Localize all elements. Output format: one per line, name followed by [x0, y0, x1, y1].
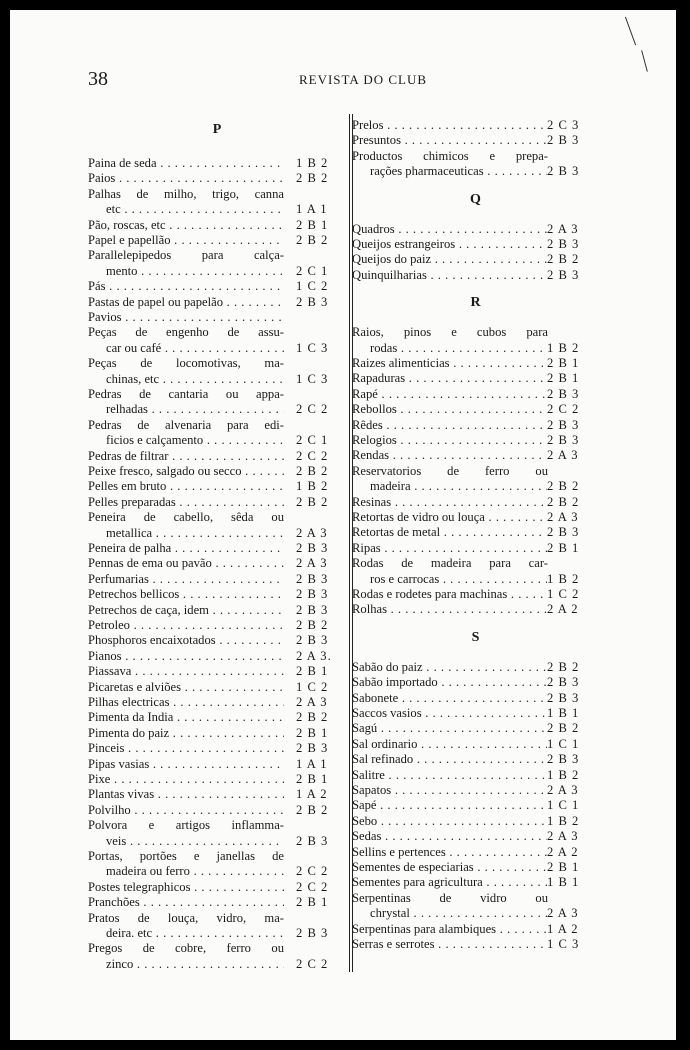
entry-name: Serpentinas de vidro ou: [352, 890, 548, 905]
entry-name: Raios, pinos e cubos para: [352, 325, 548, 340]
index-line: [352, 252, 599, 267]
index-line: [88, 741, 346, 756]
entry-code: 2 B 2: [296, 171, 346, 186]
index-line: [88, 310, 346, 325]
entry-name: Sellins e pertences . . .: [352, 845, 548, 860]
entry-code: 2 A 3: [547, 510, 599, 525]
index-line: [88, 171, 346, 186]
entry-name: Paios . . .: [88, 171, 284, 186]
entry-name: Retortas de vidro ou louça . . .: [352, 510, 548, 525]
entry-name: Rodas e rodetes para machinas . . .: [352, 587, 548, 602]
index-line: [88, 325, 346, 340]
entry-code: 1 C 1: [547, 798, 599, 813]
entry-code: 1 C 3: [547, 937, 599, 952]
index-line: [352, 768, 599, 783]
entry-name: Sementes de especiarias . . .: [352, 860, 548, 875]
entry-name: Pelles preparadas . . .: [88, 495, 284, 510]
entry-name: Sal ordinario . . .: [352, 737, 548, 752]
index-line: [88, 941, 346, 956]
entry-name: Portas, portões e janellas de: [88, 849, 284, 863]
index-line: [88, 387, 346, 402]
entry-code: 2 B 3: [296, 587, 346, 602]
index-line: [352, 371, 599, 386]
entry-code: 1 A 2: [547, 922, 599, 937]
entry-code: 2 C 1: [296, 264, 346, 279]
index-line: [88, 510, 346, 525]
entry-code: 2 C 2: [296, 880, 346, 895]
scan-mark: [641, 50, 648, 72]
index-line: [88, 603, 346, 618]
index-line: [352, 556, 599, 571]
index-line: [352, 783, 599, 798]
entry-name: metallica . . .: [106, 526, 284, 541]
page-number: 38: [88, 68, 108, 90]
section-letter: Q: [470, 191, 481, 207]
index-line: [352, 572, 599, 587]
entry-code: 2 A 3: [296, 695, 346, 710]
index-line: [88, 680, 346, 695]
entry-name: Pavios . . .: [88, 310, 284, 325]
entry-code: 2 B 2: [547, 721, 599, 736]
entry-name: Palhas de milho, trigo, canna: [88, 186, 284, 201]
entry-name: Rebollos . . .: [352, 402, 548, 417]
entry-name: Sedas . . .: [352, 829, 548, 844]
index-line: [88, 587, 346, 602]
entry-name: relhadas . . .: [106, 402, 284, 417]
index-line: [352, 164, 599, 179]
entry-code: 1 B 2: [296, 479, 346, 494]
index-line: [352, 937, 599, 952]
entry-name: Queijos estrangeiros . . .: [352, 237, 548, 252]
entry-code: 2 C 2: [296, 957, 346, 972]
index-line: [352, 118, 599, 133]
index-line: [352, 418, 599, 433]
entry-code: 2 B 3: [296, 572, 346, 587]
index-line: [88, 710, 346, 725]
document-page: [10, 10, 676, 1040]
entry-name: Queijos do paiz . . .: [352, 252, 548, 267]
entry-code: 2 C 2: [547, 402, 599, 417]
index-line: [88, 541, 346, 556]
entry-code: 2 A 2: [547, 602, 599, 617]
entry-name: Peneira de palha . . .: [88, 541, 284, 556]
index-line: [352, 675, 599, 690]
index-line: [88, 556, 346, 571]
entry-name: Rolhas . . .: [352, 602, 548, 617]
entry-code: 2 A 3: [296, 526, 346, 541]
index-line: [88, 880, 346, 895]
index-line: [88, 911, 346, 926]
index-line: [352, 433, 599, 448]
entry-code: 2 B 2: [547, 660, 599, 675]
entry-name: Sagú . . .: [352, 721, 548, 736]
index-line: [88, 279, 346, 294]
entry-name: Plantas vivas . . .: [88, 787, 284, 802]
entry-name: Presuntos . . .: [352, 133, 548, 148]
entry-code: 2 B 2: [296, 710, 346, 725]
entry-name: Sapatos . . .: [352, 783, 548, 798]
index-line: [88, 895, 346, 910]
entry-name: Perfumarias . . .: [88, 572, 284, 587]
entry-name: Peças de locomotivas, ma-: [88, 356, 284, 371]
index-line: [352, 356, 599, 371]
entry-code: 2 A 3: [547, 448, 599, 463]
entry-name: Reservatorios de ferro ou: [352, 463, 548, 478]
index-line: [352, 706, 599, 721]
entry-code: 2 B 3: [547, 387, 599, 402]
entry-name: Serpentinas para alambiques . . .: [352, 922, 548, 937]
entry-code: 2 A 3: [296, 556, 346, 571]
entry-code: 1 C 1: [547, 737, 599, 752]
index-line: [88, 433, 346, 448]
index-line: [352, 149, 599, 164]
entry-code: 2 A 3: [547, 906, 599, 921]
entry-code: 2 A 3: [547, 222, 599, 237]
entry-name: Sabão do paiz . . .: [352, 660, 548, 675]
index-line: [88, 449, 346, 464]
index-line: [352, 448, 599, 463]
entry-name: Rêdes . . .: [352, 418, 548, 433]
index-line: [352, 891, 599, 906]
column-rule: [349, 114, 350, 972]
entry-code: 2 B 3: [547, 691, 599, 706]
index-line: [352, 402, 599, 417]
entry-name: mento . . .: [106, 264, 284, 279]
index-line: [88, 757, 346, 772]
entry-name: Petrechos de caça, idem . . .: [88, 603, 284, 618]
entry-name: rodas . . .: [370, 341, 548, 356]
entry-code: 2 B 3: [547, 752, 599, 767]
index-line: [352, 510, 599, 525]
index-line: [88, 864, 346, 879]
entry-name: Petroleo . . .: [88, 618, 284, 633]
entry-code: 2 B 2: [296, 233, 346, 248]
entry-code: 2 B 3: [547, 268, 599, 283]
index-line: [352, 660, 599, 675]
index-line: [88, 772, 346, 787]
entry-name: Polvora e artigos inflamma-: [88, 818, 284, 833]
index-line: [88, 418, 346, 433]
index-line: [88, 218, 346, 233]
index-line: [88, 726, 346, 741]
index-line: [88, 834, 346, 849]
index-line: [88, 402, 346, 417]
entry-name: Relogios . . .: [352, 433, 548, 448]
entry-name: Postes telegraphicos . . .: [88, 880, 284, 895]
entry-name: Pranchões . . .: [88, 895, 284, 910]
entry-name: Pastas de papel ou papelão . . .: [88, 295, 284, 310]
index-line: [88, 926, 346, 941]
entry-name: Rapaduras . . .: [352, 371, 548, 386]
entry-name: Piassava . . .: [88, 664, 284, 679]
entry-code: 2 B 3: [547, 525, 599, 540]
index-line: [88, 633, 346, 648]
entry-code: 2 B 3: [296, 633, 346, 648]
index-line: [88, 295, 346, 310]
index-line: [88, 664, 346, 679]
entry-code: 2 B 3: [296, 603, 346, 618]
entry-name: Rapé . . .: [352, 387, 548, 402]
entry-name: Sebo . . .: [352, 814, 548, 829]
entry-name: Rendas . . .: [352, 448, 548, 463]
entry-name: Peças de engenho de assu-: [88, 325, 284, 340]
entry-code: 2 B 1: [547, 356, 599, 371]
index-line: [88, 849, 346, 864]
entry-code: 1 A 1: [296, 202, 346, 217]
entry-code: 2 C 1: [296, 433, 346, 448]
entry-code: 2 B 2: [296, 464, 346, 479]
entry-code: 2 B 1: [547, 371, 599, 386]
entry-name: zinco . . .: [106, 957, 284, 972]
index-line: [352, 222, 599, 237]
entry-name: Pimenta do paiz . . .: [88, 726, 284, 741]
entry-code: 2 B 3: [296, 541, 346, 556]
entry-code: 2 C 2: [296, 449, 346, 464]
entry-code: 2 B 1: [547, 860, 599, 875]
entry-code: 2 A 3.: [296, 649, 346, 664]
entry-name: Resinas . . .: [352, 495, 548, 510]
entry-code: 2 B 2: [547, 252, 599, 267]
entry-code: 2 C 2: [296, 402, 346, 417]
entry-name: Sabonete . . .: [352, 691, 548, 706]
index-line: [88, 233, 346, 248]
entry-name: Peixe fresco, salgado ou secco . . .: [88, 464, 284, 479]
index-line: [352, 525, 599, 540]
entry-name: Polvilho . . .: [88, 803, 284, 818]
index-line: [88, 264, 346, 279]
index-line: [88, 187, 346, 202]
index-line: [88, 787, 346, 802]
scan-mark: [625, 17, 636, 46]
entry-name: Pianos . . .: [88, 649, 284, 664]
entry-code: 2 B 1: [296, 726, 346, 741]
entry-name: chrystal . . .: [370, 906, 548, 921]
section-letter: R: [470, 295, 481, 311]
entry-name: Pimenta da India . . .: [88, 710, 284, 725]
entry-code: 2 B 3: [547, 433, 599, 448]
entry-code: 1 B 1: [547, 706, 599, 721]
entry-name: veis . . .: [106, 834, 284, 849]
entry-name: Productos chimicos e prepa-: [352, 148, 548, 163]
index-line: [352, 133, 599, 148]
index-line: [88, 957, 346, 972]
entry-name: etc . . .: [106, 202, 284, 217]
entry-name: Rodas de madeira para car-: [352, 556, 548, 571]
entry-code: 2 B 2: [547, 495, 599, 510]
index-line: [352, 587, 599, 602]
entry-code: 2 B 3: [296, 295, 346, 310]
running-title: REVISTA DO CLUB: [298, 72, 428, 87]
entry-code: 2 B 2: [296, 803, 346, 818]
entry-code: 1 B 2: [547, 341, 599, 356]
entry-code: 2 C 2: [296, 864, 346, 879]
entry-name: Paina de seda . . .: [88, 156, 284, 171]
entry-code: 1 A 1: [296, 757, 346, 772]
index-line: [352, 479, 599, 494]
index-line: [352, 814, 599, 829]
index-line: [88, 341, 346, 356]
index-line: [352, 237, 599, 252]
entry-code: 1 B 2: [547, 768, 599, 783]
entry-code: 2 B 3: [296, 926, 346, 941]
entry-name: chinas, etc . . .: [106, 372, 284, 387]
entry-code: 2 C 3: [547, 118, 599, 133]
entry-name: Pás . . .: [88, 279, 284, 294]
index-line: [88, 526, 346, 541]
entry-code: 1 B 2: [296, 156, 346, 171]
entry-code: 1 C 3: [296, 341, 346, 356]
index-line: [88, 618, 346, 633]
entry-name: Prelos . . .: [352, 118, 548, 133]
index-line: [352, 860, 599, 875]
index-line: [352, 602, 599, 617]
index-line: [352, 906, 599, 921]
entry-name: Saccos vasios . . .: [352, 706, 548, 721]
entry-code: 2 B 1: [296, 664, 346, 679]
index-line: [352, 922, 599, 937]
entry-name: Petrechos bellicos . . .: [88, 587, 284, 602]
entry-name: Papel e papellão . . .: [88, 233, 284, 248]
entry-name: Pixe . . .: [88, 772, 284, 787]
entry-code: 2 B 3: [547, 418, 599, 433]
entry-name: Phosphoros encaixotados . . .: [88, 633, 284, 648]
index-line: [352, 387, 599, 402]
entry-code: 2 B 3: [547, 164, 599, 179]
entry-name: Pilhas electricas . . .: [88, 695, 284, 710]
entry-name: car ou café . . .: [106, 341, 284, 356]
entry-name: Sabão importado . . .: [352, 675, 548, 690]
index-line: [88, 202, 346, 217]
entry-name: Sapé . . .: [352, 798, 548, 813]
entry-name: Sementes para agricultura . . .: [352, 875, 548, 890]
index-line: [88, 572, 346, 587]
entry-code: 2 B 3: [296, 834, 346, 849]
entry-name: Parallelepipedos para calça-: [88, 248, 284, 263]
entry-code: 2 B 3: [547, 237, 599, 252]
index-line: [352, 737, 599, 752]
index-line: [88, 818, 346, 833]
index-line: [352, 798, 599, 813]
entry-code: 2 B 2: [296, 618, 346, 633]
index-line: [88, 248, 346, 263]
entry-name: Quadros . . .: [352, 222, 548, 237]
entry-name: ros e carrocas . . .: [370, 572, 548, 587]
index-line: [88, 649, 346, 664]
entry-code: 1 B 1: [547, 875, 599, 890]
entry-code: 2 B 1: [296, 218, 346, 233]
section-letter: P: [212, 122, 222, 137]
index-line: [88, 695, 346, 710]
index-line: [352, 829, 599, 844]
entry-code: 2 B 3: [547, 675, 599, 690]
entry-name: Pedras de cantaria ou appa-: [88, 387, 284, 401]
entry-name: ficios e calçamento . . .: [106, 433, 284, 448]
entry-name: Quinquilharias . . .: [352, 268, 548, 283]
entry-code: 2 B 1: [547, 541, 599, 556]
index-line: [352, 495, 599, 510]
entry-code: 1 C 2: [296, 680, 346, 695]
entry-code: 2 A 3: [547, 829, 599, 844]
entry-name: Salitre . . .: [352, 768, 548, 783]
index-line: [88, 803, 346, 818]
entry-name: Pão, roscas, etc . . .: [88, 218, 284, 233]
entry-name: Pratos de louça, vidro, ma-: [88, 910, 284, 925]
entry-code: 2 B 2: [296, 495, 346, 510]
index-line: [88, 156, 346, 171]
entry-code: 1 B 2: [547, 572, 599, 587]
entry-code: 1 A 2: [296, 787, 346, 802]
entry-name: deira. etc . . .: [106, 926, 284, 941]
entry-code: 1 B 2: [547, 814, 599, 829]
entry-code: 1 C 3: [296, 372, 346, 387]
index-line: [88, 479, 346, 494]
index-line: [88, 464, 346, 479]
index-line: [88, 356, 346, 371]
entry-name: Pedras de alvenaria para edi-: [88, 417, 284, 432]
index-line: [352, 845, 599, 860]
entry-code: 2 B 1: [296, 895, 346, 910]
index-line: [352, 721, 599, 736]
entry-code: 2 B 3: [547, 133, 599, 148]
entry-name: madeira . . .: [370, 479, 548, 494]
index-line: [352, 341, 599, 356]
entry-name: Pregos de cobre, ferro ou: [88, 941, 284, 956]
entry-name: Pedras de filtrar . . .: [88, 449, 284, 464]
entry-name: Picaretas e alviões . . .: [88, 680, 284, 695]
entry-code: 2 A 2: [547, 845, 599, 860]
entry-name: Sal refinado . . .: [352, 752, 548, 767]
entry-name: madeira ou ferro . . .: [106, 864, 284, 879]
entry-name: Ripas . . .: [352, 541, 548, 556]
index-line: [88, 372, 346, 387]
entry-name: Pinceis . . .: [88, 741, 284, 756]
entry-name: Serras e serrotes . . .: [352, 937, 548, 952]
entry-code: 2 B 1: [296, 772, 346, 787]
index-line: [352, 691, 599, 706]
entry-code: 1 C 2: [296, 279, 346, 294]
entry-name: Pennas de ema ou pavão . . .: [88, 556, 284, 571]
entry-name: Retortas de metal . . .: [352, 525, 548, 540]
entry-name: rações pharmaceuticas . . .: [370, 164, 548, 179]
entry-name: Pipas vasias . . .: [88, 757, 284, 772]
entry-name: Raizes alimenticias . . .: [352, 356, 548, 371]
index-line: [352, 268, 599, 283]
entry-code: 2 B 2: [547, 479, 599, 494]
entry-code: 2 A 3: [547, 783, 599, 798]
index-line: [352, 752, 599, 767]
entry-code: 2 B 3: [296, 741, 346, 756]
index-line: [352, 541, 599, 556]
index-line: [88, 495, 346, 510]
index-line: [352, 464, 599, 479]
entry-code: 1 C 2: [547, 587, 599, 602]
section-letter: S: [471, 629, 480, 645]
entry-name: Peneira de cabello, sêda ou: [88, 510, 284, 525]
entry-name: Pelles em bruto . . .: [88, 479, 284, 494]
index-line: [352, 875, 599, 890]
index-line: [352, 325, 599, 340]
